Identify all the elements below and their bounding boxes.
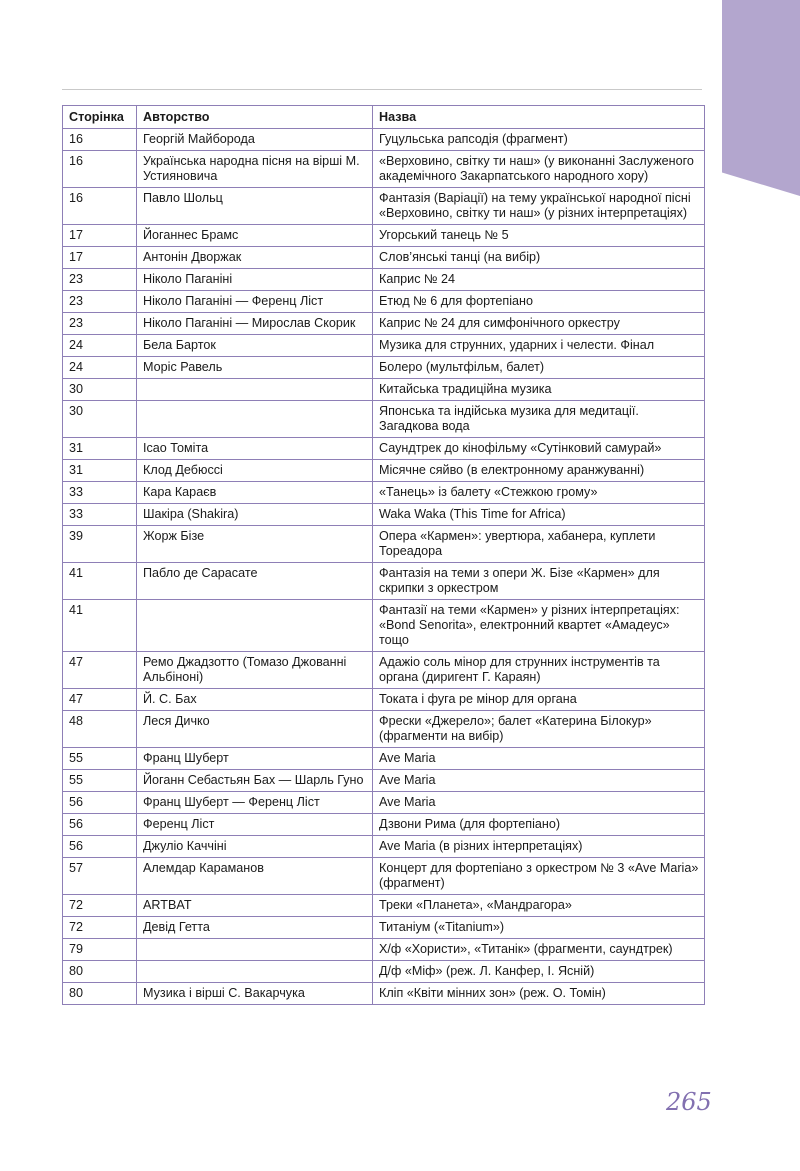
cell-author: [137, 379, 373, 401]
cell-author: Кара Караєв: [137, 482, 373, 504]
cell-title: Адажіо соль мінор для струнних інструментів та органа (диригент Г. Караян): [373, 652, 705, 689]
table-row: [63, 689, 705, 711]
cell-author: [137, 939, 373, 961]
cell-title: Каприс № 24 для симфонічного оркестру: [373, 313, 705, 335]
cell-author: Пабло де Сарасате: [137, 563, 373, 600]
table-row: [63, 563, 705, 600]
cell-title: Гуцульська рапсодія (фрагмент): [373, 129, 705, 151]
cell-title: Дзвони Рима (для фортепіано): [373, 814, 705, 836]
table-row: [63, 504, 705, 526]
cell-page: 47: [63, 689, 137, 711]
cell-author: Алемдар Караманов: [137, 858, 373, 895]
cell-author: Музика і вірші С. Вакарчука: [137, 983, 373, 1005]
header-page: Сторінка: [63, 106, 137, 129]
table-row: [63, 188, 705, 225]
cell-author: [137, 401, 373, 438]
table-row: [63, 961, 705, 983]
cell-author: Павло Шольц: [137, 188, 373, 225]
cell-page: 72: [63, 895, 137, 917]
cell-page: 56: [63, 814, 137, 836]
cell-title: Японська та індійська музика для медитації. Загадкова вода: [373, 401, 705, 438]
table-row: [63, 335, 705, 357]
cell-author: ARTBAT: [137, 895, 373, 917]
header-title: Назва: [373, 106, 705, 129]
cell-author: Ніколо Паганіні: [137, 269, 373, 291]
cell-page: 24: [63, 335, 137, 357]
cell-page: 56: [63, 792, 137, 814]
cell-page: 39: [63, 526, 137, 563]
table-row: [63, 895, 705, 917]
cell-page: 31: [63, 438, 137, 460]
table-row: [63, 836, 705, 858]
table-row: [63, 792, 705, 814]
cell-page: 31: [63, 460, 137, 482]
cell-author: Клод Дебюссі: [137, 460, 373, 482]
cell-title: Опера «Кармен»: увертюра, хабанера, куплети Тореадора: [373, 526, 705, 563]
cell-title: Х/ф «Хористи», «Титанік» (фрагменти, саундтрек): [373, 939, 705, 961]
cell-title: Д/ф «Міф» (реж. Л. Канфер, І. Ясній): [373, 961, 705, 983]
cell-title: Waka Waka (This Time for Africa): [373, 504, 705, 526]
cell-page: 48: [63, 711, 137, 748]
table-row: [63, 917, 705, 939]
corner-tab: [722, 0, 800, 196]
cell-author: Ремо Джадзотто (Томазо Джованні Альбіноні): [137, 652, 373, 689]
table-row: [63, 600, 705, 652]
cell-title: Слов’янські танці (на вибір): [373, 247, 705, 269]
cell-title: Треки «Планета», «Мандрагора»: [373, 895, 705, 917]
table-row: [63, 482, 705, 504]
cell-page: 23: [63, 269, 137, 291]
cell-author: Георгій Майборода: [137, 129, 373, 151]
cell-title: Фантазії на теми «Кармен» у різних інтерпретаціях: «Bond Senorita», електронний квартет «Амадеус» тощо: [373, 600, 705, 652]
table-row: [63, 379, 705, 401]
cell-page: 41: [63, 563, 137, 600]
cell-author: Ніколо Паганіні — Мирослав Скорик: [137, 313, 373, 335]
cell-page: 72: [63, 917, 137, 939]
table-row: [63, 247, 705, 269]
table-row: [63, 357, 705, 379]
cell-title: Музика для струнних, ударних і челести. Фінал: [373, 335, 705, 357]
cell-title: Токата і фуга ре мінор для органа: [373, 689, 705, 711]
cell-title: «Танець» із балету «Стежкою грому»: [373, 482, 705, 504]
cell-author: [137, 961, 373, 983]
cell-title: Саундтрек до кінофільму «Сутінковий самурай»: [373, 438, 705, 460]
cell-page: 41: [63, 600, 137, 652]
table-row: [63, 438, 705, 460]
cell-title: Угорський танець № 5: [373, 225, 705, 247]
table-row: [63, 291, 705, 313]
cell-page: 16: [63, 151, 137, 188]
table-row: [63, 652, 705, 689]
cell-author: Девід Гетта: [137, 917, 373, 939]
cell-page: 16: [63, 129, 137, 151]
cell-author: Леся Дичко: [137, 711, 373, 748]
cell-page: 30: [63, 401, 137, 438]
cell-page: 55: [63, 770, 137, 792]
cell-title: Місячне сяйво (в електронному аранжуванні): [373, 460, 705, 482]
table-row: [63, 711, 705, 748]
cell-page: 30: [63, 379, 137, 401]
cell-page: 17: [63, 247, 137, 269]
cell-author: Ісао Томіта: [137, 438, 373, 460]
cell-page: 33: [63, 482, 137, 504]
cell-title: Болеро (мультфільм, балет): [373, 357, 705, 379]
cell-title: Етюд № 6 для фортепіано: [373, 291, 705, 313]
table-row: [63, 983, 705, 1005]
cell-title: Фантазія (Варіації) на тему української народної пісні «Верховино, світку ти наш» (у різних інтерпретаціях): [373, 188, 705, 225]
cell-title: Фрески «Джерело»; балет «Катерина Білокур» (фрагменти на вибір): [373, 711, 705, 748]
cell-title: Кліп «Квіти мінних зон» (реж. О. Томін): [373, 983, 705, 1005]
cell-title: Китайська традиційна музика: [373, 379, 705, 401]
table-row: [63, 748, 705, 770]
cell-author: Йоганн Себастьян Бах — Шарль Гуно: [137, 770, 373, 792]
table-row: [63, 526, 705, 563]
cell-page: 23: [63, 313, 137, 335]
cell-author: Жорж Бізе: [137, 526, 373, 563]
table-row: [63, 814, 705, 836]
cell-author: Ференц Ліст: [137, 814, 373, 836]
table-row: [63, 858, 705, 895]
cell-author: Й. С. Бах: [137, 689, 373, 711]
cell-page: 33: [63, 504, 137, 526]
cell-page: 23: [63, 291, 137, 313]
cell-page: 47: [63, 652, 137, 689]
top-rule: [62, 89, 702, 90]
cell-title: Концерт для фортепіано з оркестром № 3 «Ave Maria» (фрагмент): [373, 858, 705, 895]
page-number: 265: [666, 1088, 712, 1116]
table-row: [63, 939, 705, 961]
header-author: Авторство: [137, 106, 373, 129]
cell-author: Франц Шуберт — Ференц Ліст: [137, 792, 373, 814]
reference-table: [62, 105, 705, 1005]
table-row: [63, 401, 705, 438]
table-header-row: [63, 106, 705, 129]
cell-author: Антонін Дворжак: [137, 247, 373, 269]
cell-title: Каприс № 24: [373, 269, 705, 291]
cell-title: Ave Maria: [373, 770, 705, 792]
cell-page: 24: [63, 357, 137, 379]
cell-author: Українська народна пісня на вірші М. Устияновича: [137, 151, 373, 188]
cell-author: Ніколо Паганіні — Ференц Ліст: [137, 291, 373, 313]
cell-author: [137, 600, 373, 652]
cell-author: Бела Барток: [137, 335, 373, 357]
cell-author: Моріс Равель: [137, 357, 373, 379]
cell-title: Ave Maria: [373, 792, 705, 814]
table-row: [63, 151, 705, 188]
cell-author: Франц Шуберт: [137, 748, 373, 770]
table-body: [63, 129, 705, 1005]
cell-page: 57: [63, 858, 137, 895]
cell-page: 16: [63, 188, 137, 225]
cell-page: 55: [63, 748, 137, 770]
cell-title: «Верховино, світку ти наш» (у виконанні Заслуженого академічного Закарпатського народного хору): [373, 151, 705, 188]
cell-page: 17: [63, 225, 137, 247]
cell-title: Титаніум («Titanium»): [373, 917, 705, 939]
table-row: [63, 129, 705, 151]
cell-title: Ave Maria: [373, 748, 705, 770]
cell-page: 80: [63, 961, 137, 983]
cell-author: Джуліо Каччіні: [137, 836, 373, 858]
cell-page: 79: [63, 939, 137, 961]
cell-author: Шакіра (Shakira): [137, 504, 373, 526]
cell-title: Фантазія на теми з опери Ж. Бізе «Кармен» для скрипки з оркестром: [373, 563, 705, 600]
table-row: [63, 269, 705, 291]
cell-title: Ave Maria (в різних інтерпретаціях): [373, 836, 705, 858]
cell-author: Йоганнес Брамс: [137, 225, 373, 247]
table-row: [63, 770, 705, 792]
table-row: [63, 460, 705, 482]
table-row: [63, 313, 705, 335]
table-row: [63, 225, 705, 247]
cell-page: 80: [63, 983, 137, 1005]
cell-page: 56: [63, 836, 137, 858]
